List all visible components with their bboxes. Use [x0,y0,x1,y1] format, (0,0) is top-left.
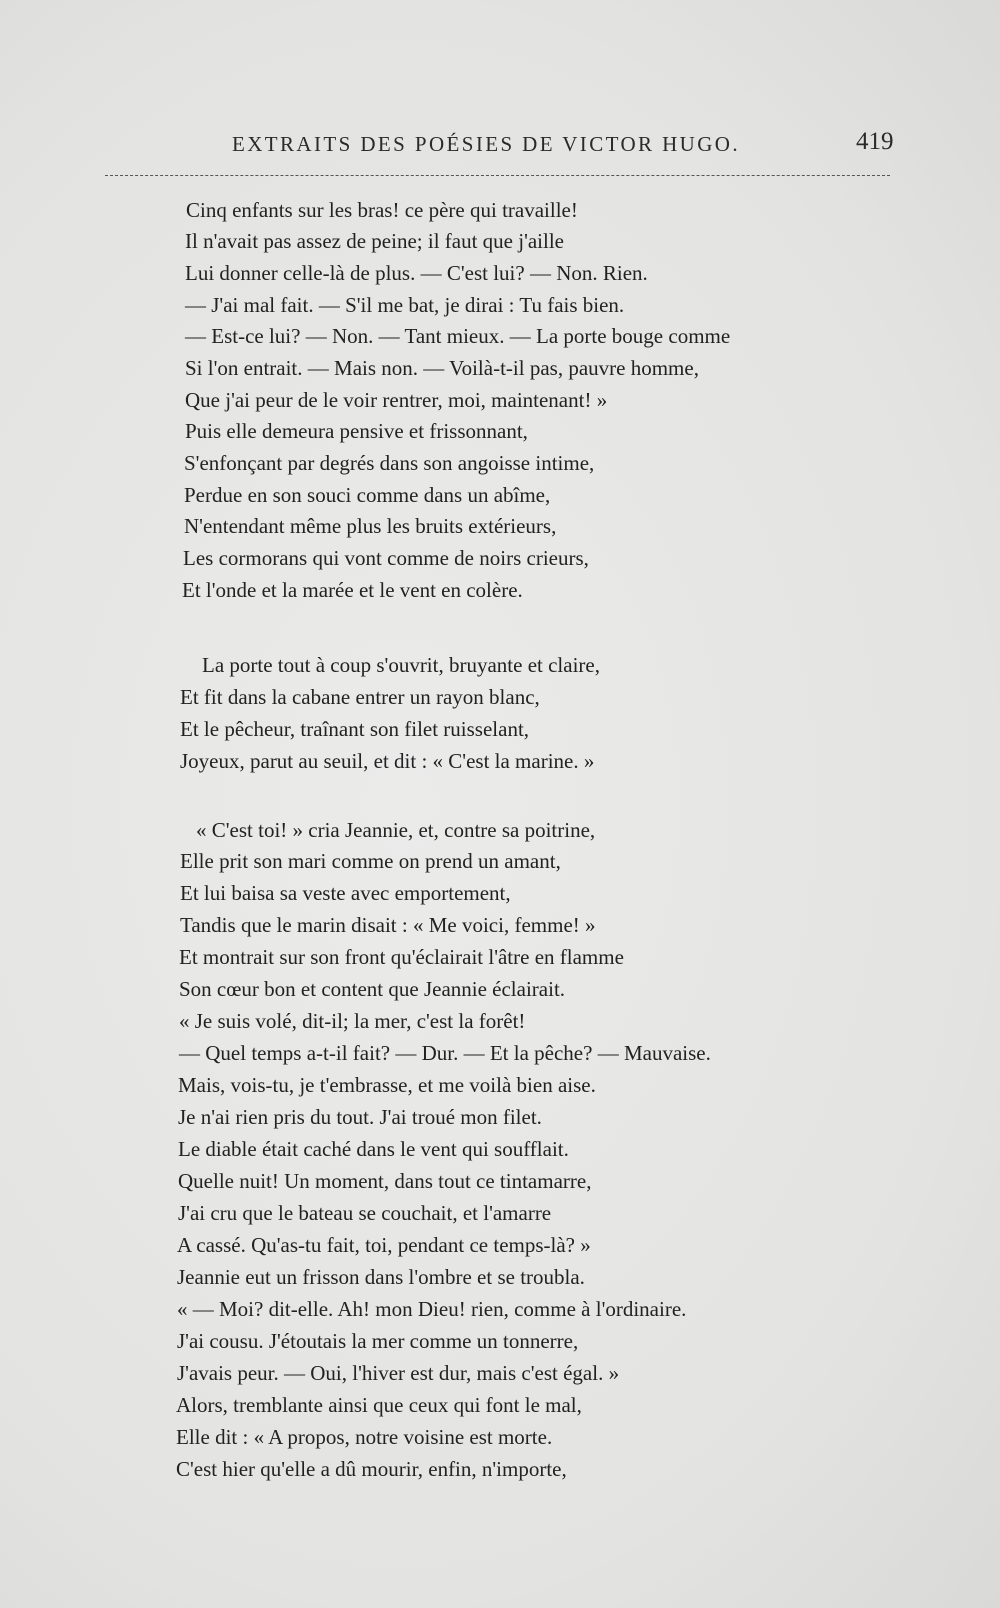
verse-line: Tandis que le marin disait : « Me voici, femme! » [180,913,596,937]
verse-line: Je n'ai rien pris du tout. J'ai troué mon filet. [178,1105,542,1129]
verse-line: J'avais peur. — Oui, l'hiver est dur, mais c'est égal. » [177,1361,620,1385]
verse-line: Perdue en son souci comme dans un abîme, [184,483,551,507]
verse-line: Joyeux, parut au seuil, et dit : « C'est la marine. » [180,749,595,773]
verse-line: Quelle nuit! Un moment, dans tout ce tintamarre, [178,1169,592,1193]
verse-line: « C'est toi! » cria Jeannie, et, contre sa poitrine, [196,818,596,842]
verse-line: « Je suis volé, dit-il; la mer, c'est la forêt! [179,1009,526,1033]
verse-line: Le diable était caché dans le vent qui soufflait. [178,1137,569,1161]
verse-line: Et lui baisa sa veste avec emportement, [180,881,511,905]
verse-line: — Quel temps a-t-il fait? — Dur. — Et la pêche? — Mauvaise. [179,1041,711,1065]
verse-line: Et fit dans la cabane entrer un rayon blanc, [180,685,540,709]
verse-line: — J'ai mal fait. — S'il me bat, je dirai : Tu fais bien. [185,293,625,317]
verse-line: — Est-ce lui? — Non. — Tant mieux. — La porte bouge comme [185,324,731,348]
verse-line: Jeannie eut un frisson dans l'ombre et se troubla. [177,1265,585,1289]
running-header: EXTRAITS DES POÉSIES DE VICTOR HUGO. [232,132,740,156]
verse-line: C'est hier qu'elle a dû mourir, enfin, n'importe, [176,1457,567,1481]
verse-line: N'entendant même plus les bruits extérieurs, [184,514,557,538]
verse-line: Et l'onde et la marée et le vent en colère. [182,578,523,602]
page-number: 419 [856,128,894,155]
verse-line: Alors, tremblante ainsi que ceux qui font le mal, [176,1393,582,1417]
verse-line: S'enfonçant par degrés dans son angoisse intime, [184,451,595,475]
verse-line: Elle prit son mari comme on prend un amant, [180,849,561,873]
verse-line: Puis elle demeura pensive et frissonnant, [185,419,528,443]
verse-line: J'ai cru que le bateau se couchait, et l'amarre [178,1201,552,1225]
verse-line: Mais, vois-tu, je t'embrasse, et me voilà bien aise. [178,1073,596,1097]
header-rule [105,175,890,176]
verse-line: La porte tout à coup s'ouvrit, bruyante et claire, [202,653,600,677]
verse-line: Elle dit : « A propos, notre voisine est morte. [176,1425,553,1449]
verse-line: Les cormorans qui vont comme de noirs crieurs, [183,546,589,570]
verse-line: Son cœur bon et content que Jeannie éclairait. [179,977,566,1001]
verse-line: Cinq enfants sur les bras! ce père qui travaille! [186,198,578,222]
verse-line: Si l'on entrait. — Mais non. — Voilà-t-il pas, pauvre homme, [185,356,699,380]
verse-line: Et le pêcheur, traînant son filet ruisselant, [180,717,530,741]
verse-line: J'ai cousu. J'étoutais la mer comme un tonnerre, [177,1329,579,1353]
verse-line: Et montrait sur son front qu'éclairait l'âtre en flamme [179,945,624,969]
verse-line: Que j'ai peur de le voir rentrer, moi, maintenant! » [185,388,608,412]
verse-line: Il n'avait pas assez de peine; il faut que j'aille [185,229,565,253]
verse-line: A cassé. Qu'as-tu fait, toi, pendant ce temps-là? » [177,1233,591,1257]
verse-line: Lui donner celle-là de plus. — C'est lui? — Non. Rien. [185,261,648,285]
verse-line: « — Moi? dit-elle. Ah! mon Dieu! rien, comme à l'ordinaire. [177,1297,687,1321]
